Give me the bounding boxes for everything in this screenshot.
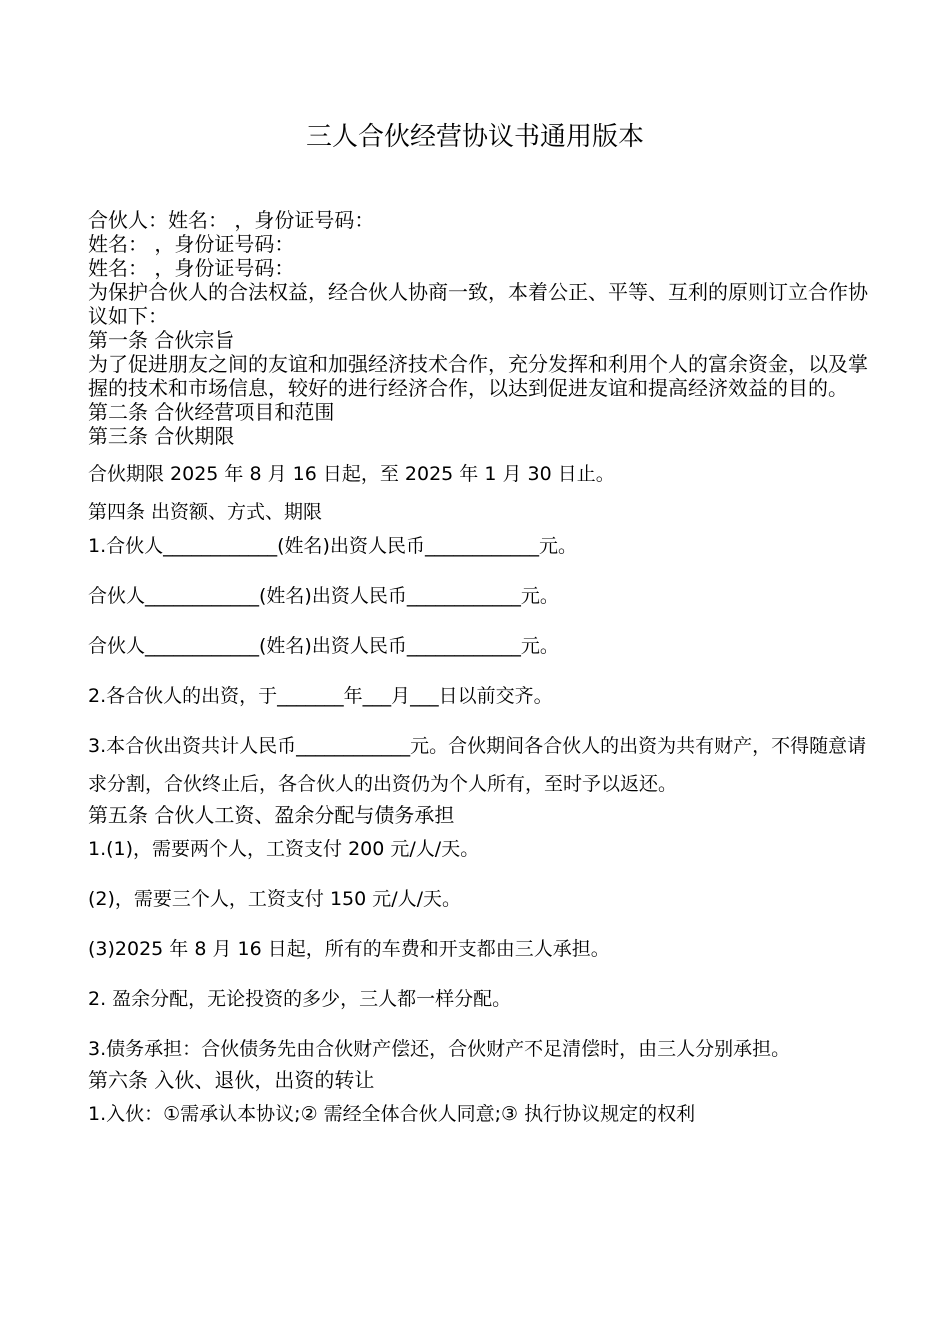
document-body: [88, 208, 868, 1126]
article-6-item-1: 1.入伙：①需承认本协议;② 需经全体合伙人同意;③ 执行协议规定的权利: [88, 1103, 696, 1125]
article-4-item-1b: 合伙人____________(姓名)出资人民币____________元。: [88, 585, 559, 607]
article-5-item-1c: (3)2025 年 8 月 16 日起，所有的车费和开支都由三人承担。: [88, 938, 610, 960]
article-5-item-1b: (2)，需要三个人，工资支付 150 元/人/天。: [88, 888, 462, 910]
intro-paragraph: 为保护合伙人的合法权益，经合伙人协商一致，本着公正、平等、互利的原则订立合作协议如下：: [88, 280, 868, 328]
partner-line-3: 姓名： ，身份证号码：: [88, 256, 295, 280]
document-title: 三人合伙经营协议书通用版本: [305, 122, 644, 152]
article-6-heading: 第六条 入伙、退伙，出资的转让: [88, 1068, 375, 1092]
article-3-heading: 第三条 合伙期限: [88, 424, 235, 448]
article-5-item-3: 3.债务承担：合伙债务先由合伙财产偿还，合伙财产不足清偿时，由三人分别承担。: [88, 1038, 791, 1060]
article-4-item-1c: 合伙人____________(姓名)出资人民币____________元。: [88, 635, 559, 657]
article-5-item-2: 2. 盈余分配，无论投资的多少，三人都一样分配。: [88, 988, 512, 1010]
partner-line-1: 合伙人：姓名： ，身份证号码：: [88, 208, 375, 232]
article-5-heading: 第五条 合伙人工资、盈余分配与债务承担: [88, 803, 455, 827]
article-5-item-1: 1.(1)，需要两个人，工资支付 200 元/人/天。: [88, 838, 480, 860]
article-1-heading: 第一条 合伙宗旨: [88, 328, 235, 352]
article-1-text: 为了促进朋友之间的友谊和加强经济技术合作，充分发挥和利用个人的富余资金，以及掌握的技术和市场信息，较好的进行经济合作，以达到促进友谊和提高经济效益的目的。: [88, 352, 868, 400]
article-2-heading: 第二条 合伙经营项目和范围: [88, 400, 335, 424]
partner-line-2: 姓名： ，身份证号码：: [88, 232, 295, 256]
article-4-item-1a: 1.合伙人____________(姓名)出资人民币____________元。: [88, 535, 577, 557]
article-4-item-2: 2.各合伙人的出资，于_______年___月___日以前交齐。: [88, 685, 553, 707]
article-4-item-3: 3.本合伙出资共计人民币____________元。合伙期间各合伙人的出资为共有财产，不得随意请求分割，合伙终止后，各合伙人的出资仍为个人所有，至时予以返还。: [88, 735, 867, 795]
article-4-heading: 第四条 出资额、方式、期限: [88, 501, 323, 523]
article-3-text: 合伙期限 2025 年 8 月 16 日起，至 2025 年 1 月 30 日止。: [88, 463, 615, 485]
